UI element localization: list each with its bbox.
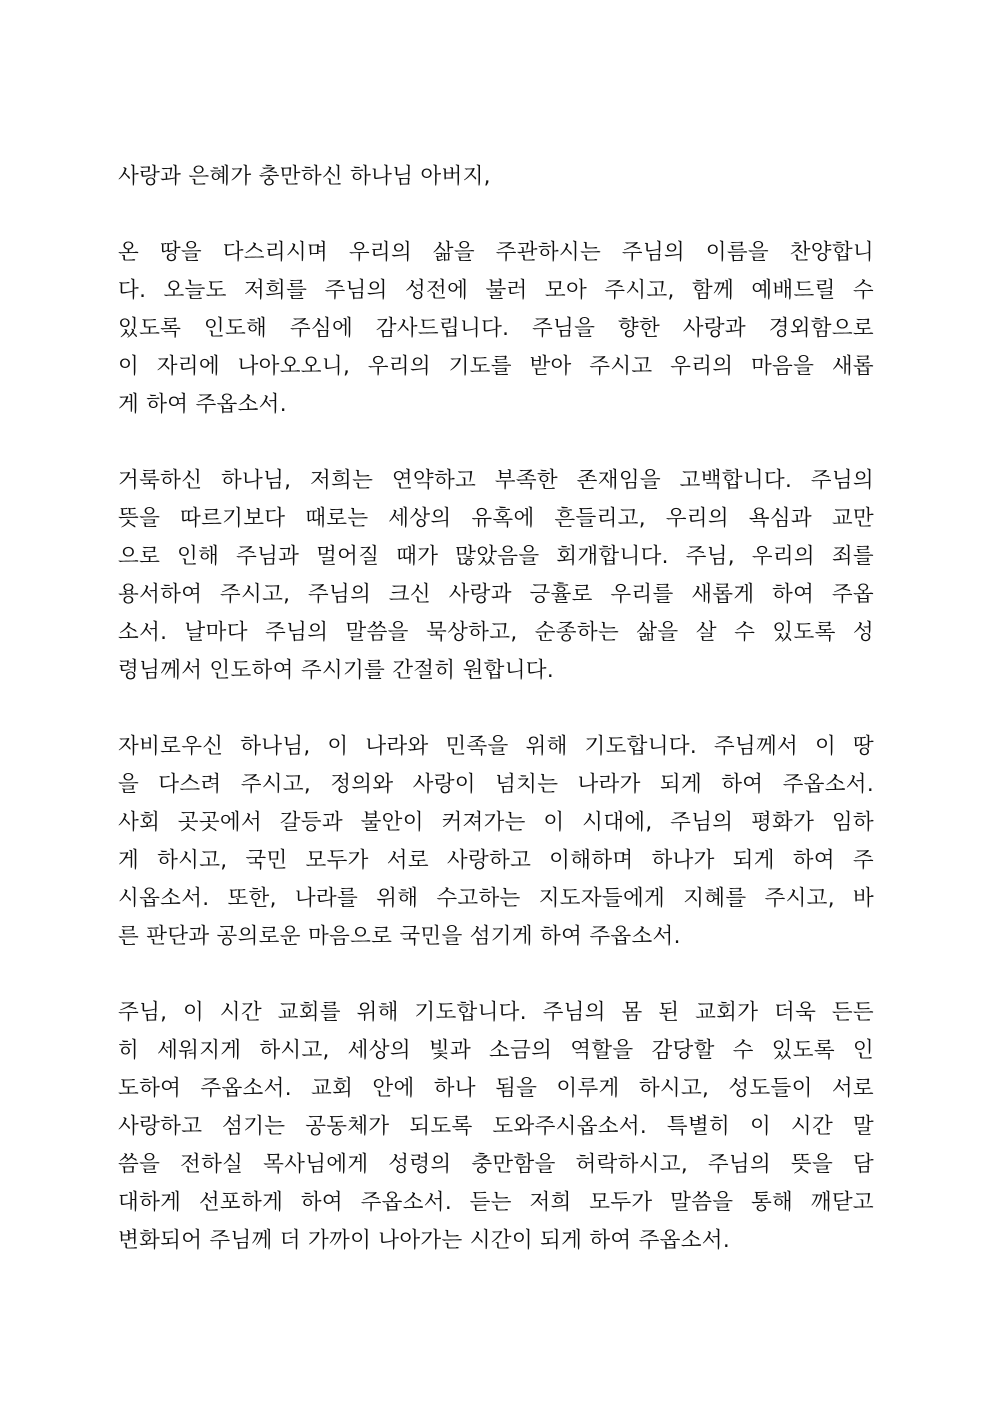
greeting-line: 사랑과 은혜가 충만하신 하나님 아버지, — [118, 164, 491, 189]
paragraph-line: 주님, 이 시간 교회를 위해 기도합니다. 주님의 몸 된 교회가 더욱 든든 — [118, 1000, 874, 1025]
paragraph-line: 시옵소서. 또한, 나라를 위해 수고하는 지도자들에게 지혜를 주시고, 바 — [118, 886, 874, 911]
paragraph-line: 변화되어 주님께 더 가까이 나아가는 시간이 되게 하여 주옵소서. — [118, 1228, 731, 1253]
paragraph-line: 용서하여 주시고, 주님의 크신 사랑과 긍휼로 우리를 새롭게 하여 주옵 — [118, 582, 874, 607]
paragraph-line: 게 하여 주옵소서. — [118, 392, 287, 417]
paragraph-line: 거룩하신 하나님, 저희는 연약하고 부족한 존재임을 고백합니다. 주님의 — [118, 468, 874, 493]
paragraph-3 — [118, 728, 874, 956]
paragraph-line: 소서. 날마다 주님의 말씀을 묵상하고, 순종하는 삶을 살 수 있도록 성 — [118, 620, 874, 645]
paragraph-line: 으로 인해 주님과 멀어질 때가 많았음을 회개합니다. 주님, 우리의 죄를 — [118, 544, 874, 569]
paragraph-1 — [118, 234, 874, 424]
paragraph-line: 사랑하고 섬기는 공동체가 되도록 도와주시옵소서. 특별히 이 시간 말 — [118, 1114, 874, 1139]
paragraph-line: 씀을 전하실 목사님에게 성령의 충만함을 허락하시고, 주님의 뜻을 담 — [118, 1152, 874, 1177]
paragraph-4 — [118, 994, 874, 1260]
paragraph-line: 히 세워지게 하시고, 세상의 빛과 소금의 역할을 감당할 수 있도록 인 — [118, 1038, 874, 1063]
paragraph-line: 온 땅을 다스리시며 우리의 삶을 주관하시는 주님의 이름을 찬양합니 — [118, 240, 874, 265]
prayer-text — [118, 158, 874, 1260]
paragraph-line: 을 다스려 주시고, 정의와 사랑이 넘치는 나라가 되게 하여 주옵소서. — [118, 772, 874, 797]
paragraph-line: 대하게 선포하게 하여 주옵소서. 듣는 저희 모두가 말씀을 통해 깨닫고 — [118, 1190, 874, 1215]
paragraph-line: 있도록 인도해 주심에 감사드립니다. 주님을 향한 사랑과 경외함으로 — [118, 316, 874, 341]
paragraph-2 — [118, 462, 874, 690]
greeting-paragraph — [118, 158, 874, 196]
paragraph-line: 자비로우신 하나님, 이 나라와 민족을 위해 기도합니다. 주님께서 이 땅 — [118, 734, 874, 759]
paragraph-line: 이 자리에 나아오오니, 우리의 기도를 받아 주시고 우리의 마음을 새롭 — [118, 354, 874, 379]
paragraph-line: 다. 오늘도 저희를 주님의 성전에 불러 모아 주시고, 함께 예배드릴 수 — [118, 278, 874, 303]
paragraph-line: 른 판단과 공의로운 마음으로 국민을 섬기게 하여 주옵소서. — [118, 924, 681, 949]
paragraph-line: 도하여 주옵소서. 교회 안에 하나 됨을 이루게 하시고, 성도들이 서로 — [118, 1076, 874, 1101]
paragraph-line: 령님께서 인도하여 주시기를 간절히 원합니다. — [118, 658, 554, 683]
paragraph-line: 뜻을 따르기보다 때로는 세상의 유혹에 흔들리고, 우리의 욕심과 교만 — [118, 506, 874, 531]
paragraph-line: 사회 곳곳에서 갈등과 불안이 커져가는 이 시대에, 주님의 평화가 임하 — [118, 810, 874, 835]
paragraph-line: 게 하시고, 국민 모두가 서로 사랑하고 이해하며 하나가 되게 하여 주 — [118, 848, 874, 873]
